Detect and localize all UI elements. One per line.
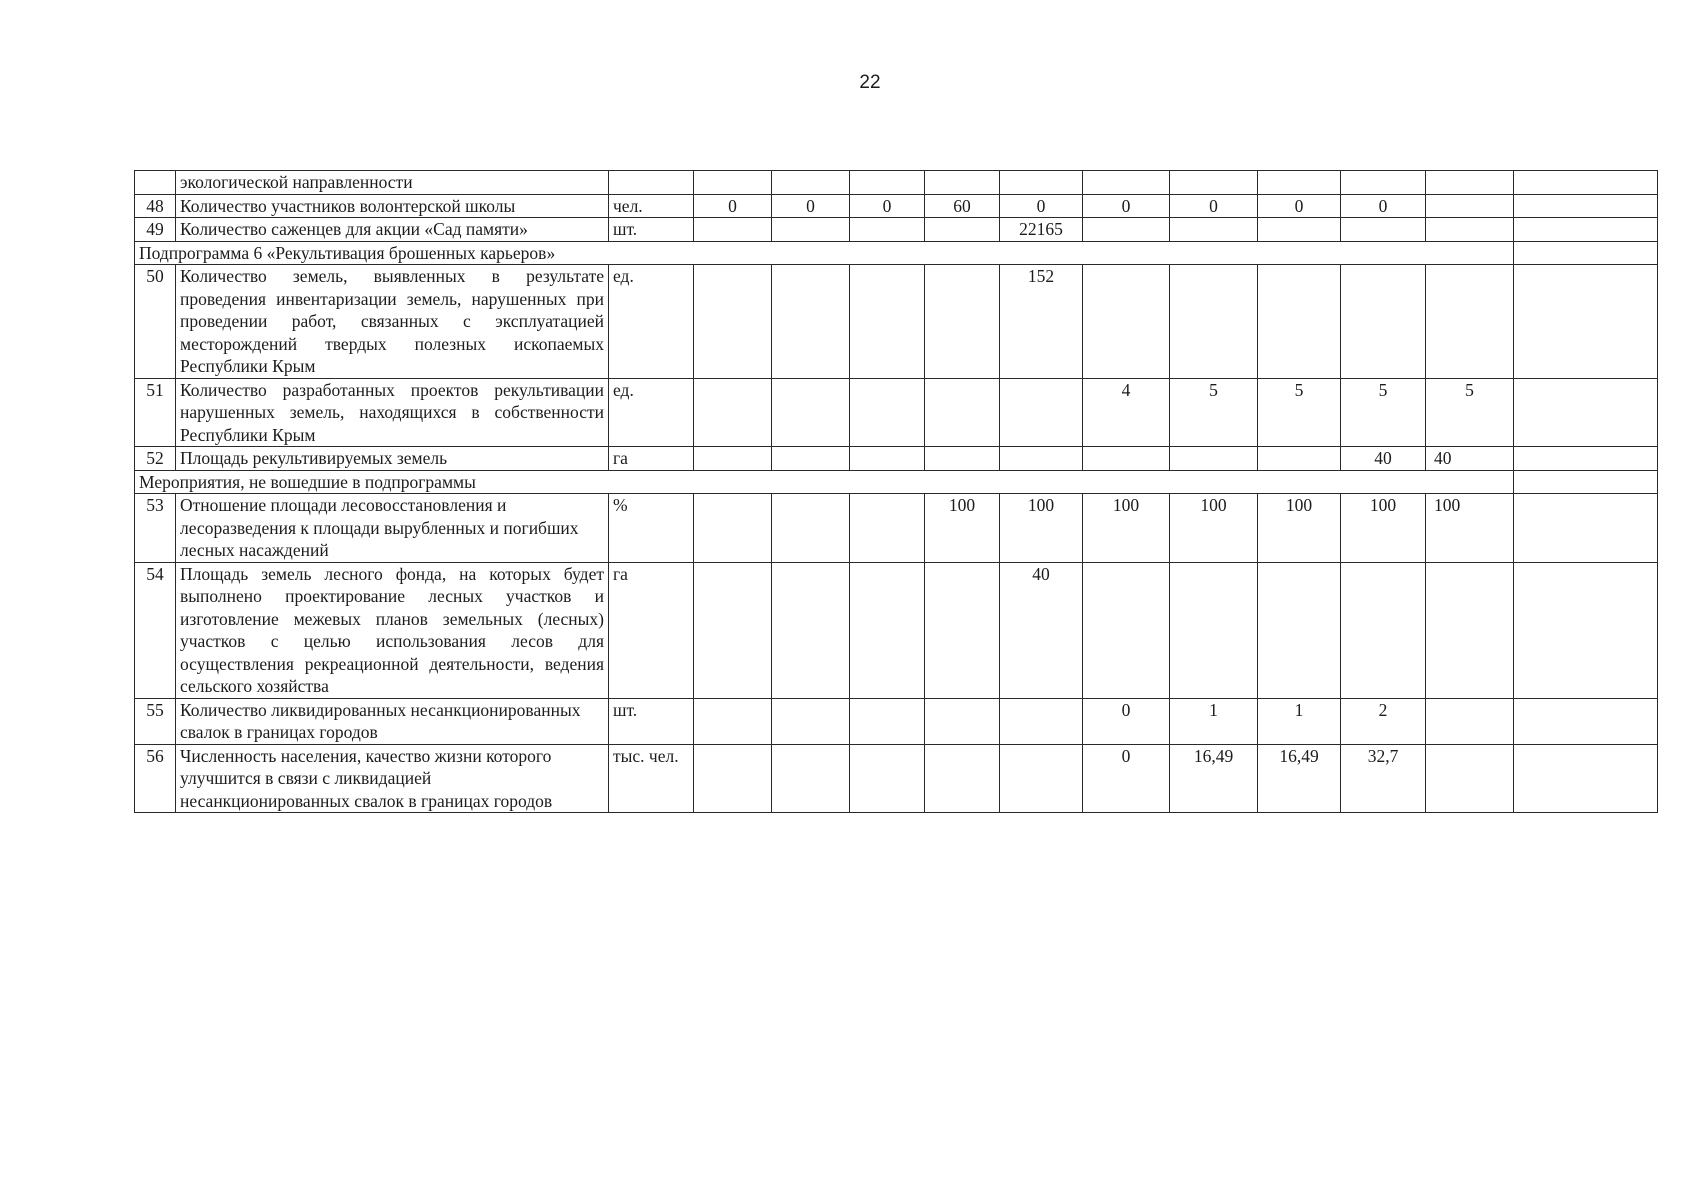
value-cell [925,265,1000,379]
indicator-name: Количество ликвидированных несанкционированных свалок в границах городов [176,698,609,744]
value-cell [694,744,772,813]
value-cell [850,562,925,698]
indicator-name: Количество участников волонтерской школы [176,194,609,218]
table-row [135,378,1658,447]
value-cell [1426,698,1514,744]
table-row [135,698,1658,744]
value-cell [925,378,1000,447]
value-cell: 0 [694,194,772,218]
value-cell [850,218,925,242]
value-cell: 16,49 [1170,744,1258,813]
row-number: 56 [135,744,176,813]
value-cell: 40 [1341,447,1426,471]
value-cell: 22165 [1000,218,1083,242]
table-row [135,194,1658,218]
table-row [135,265,1658,379]
value-cell [694,218,772,242]
indicator-name: Площадь земель лесного фонда, на которых будет выполнено проектирование лесных участков и изготовление межевых планов земельных (лесных) участков с целью использования лесов для осуществления рекреационной деятельности, ведения сельского хозяйства [176,562,609,698]
value-cell [1341,265,1426,379]
value-cell: 40 [1426,447,1514,471]
value-cell: 0 [772,194,850,218]
value-cell [1170,218,1258,242]
value-cell [925,562,1000,698]
value-cell [1170,447,1258,471]
table-section-row [135,241,1658,265]
indicator-name: Площадь рекультивируемых земель [176,447,609,471]
value-cell [1426,171,1514,195]
value-cell [1258,218,1341,242]
value-cell: 152 [1000,265,1083,379]
value-cell: 0 [1170,194,1258,218]
unit-cell: шт. [609,698,694,744]
value-cell [1083,265,1170,379]
value-cell: 5 [1426,378,1514,447]
indicator-name: экологической направленности [176,171,609,195]
value-cell [1083,218,1170,242]
value-cell [1000,171,1083,195]
table-row [135,494,1658,563]
unit-cell: шт. [609,218,694,242]
value-cell [1258,171,1341,195]
value-cell [1514,744,1658,813]
value-cell [850,447,925,471]
indicators-table [134,170,1658,813]
value-cell [1083,171,1170,195]
row-number [135,171,176,195]
section-code-cell [1514,241,1658,265]
value-cell: 0 [1083,698,1170,744]
unit-cell: % [609,494,694,563]
value-cell: 2 [1341,698,1426,744]
value-cell: 0 [1083,744,1170,813]
value-cell: 1 [1258,698,1341,744]
table-row [135,447,1658,471]
value-cell [925,744,1000,813]
value-cell [1426,265,1514,379]
value-cell [925,698,1000,744]
value-cell [694,378,772,447]
row-number: 49 [135,218,176,242]
value-cell [1170,171,1258,195]
value-cell: 5 [1170,378,1258,447]
value-cell: 40 [1000,562,1083,698]
row-number: 54 [135,562,176,698]
value-cell: 0 [1341,194,1426,218]
value-cell [1083,447,1170,471]
row-number: 50 [135,265,176,379]
value-cell: 32,7 [1341,744,1426,813]
value-cell [1000,447,1083,471]
value-cell [1426,744,1514,813]
value-cell: 16,49 [1258,744,1341,813]
value-cell [772,744,850,813]
row-number: 51 [135,378,176,447]
value-cell [694,562,772,698]
value-cell [1341,171,1426,195]
unit-cell: га [609,447,694,471]
value-cell [1514,171,1658,195]
value-cell [1000,378,1083,447]
value-cell [925,218,1000,242]
value-cell [694,171,772,195]
table-row [135,171,1658,195]
value-cell [1426,218,1514,242]
table-row [135,562,1658,698]
unit-cell: ед. [609,378,694,447]
value-cell: 0 [850,194,925,218]
table-row [135,218,1658,242]
indicator-name: Численность населения, качество жизни которого улучшится в связи с ликвидацией несанкционированных свалок в границах городов [176,744,609,813]
indicator-name: Количество саженцев для акции «Сад памяти» [176,218,609,242]
value-cell [1426,562,1514,698]
value-cell: 1 [1170,698,1258,744]
section-title: Мероприятия, не вошедшие в подпрограммы [135,470,1514,494]
value-cell: 100 [1258,494,1341,563]
value-cell [925,447,1000,471]
value-cell: 100 [1083,494,1170,563]
value-cell: 100 [925,494,1000,563]
row-number: 52 [135,447,176,471]
value-cell [1258,562,1341,698]
value-cell: 0 [1083,194,1170,218]
value-cell [1000,698,1083,744]
value-cell [1170,265,1258,379]
indicator-name: Количество разработанных проектов рекультивации нарушенных земель, находящихся в собственности Республики Крым [176,378,609,447]
row-number: 53 [135,494,176,563]
value-cell: 100 [1426,494,1514,563]
value-cell: 60 [925,194,1000,218]
indicator-name: Количество земель, выявленных в результате проведения инвентаризации земель, нарушенных при проведении работ, связанных с эксплуатацией месторождений твердых полезных ископаемых Республики Крым [176,265,609,379]
value-cell: 100 [1000,494,1083,563]
page-number: 22 [859,72,881,93]
value-cell [772,378,850,447]
value-cell [1258,265,1341,379]
value-cell [694,494,772,563]
value-cell [1258,447,1341,471]
value-cell: 0 [1258,194,1341,218]
value-cell [1170,562,1258,698]
unit-cell: га [609,562,694,698]
section-title: Подпрограмма 6 «Рекультивация брошенных карьеров» [135,241,1514,265]
value-cell: 100 [1341,494,1426,563]
value-cell [1341,218,1426,242]
value-cell [694,265,772,379]
value-cell: 4 [1083,378,1170,447]
value-cell [772,447,850,471]
table-row [135,744,1658,813]
value-cell [1514,378,1658,447]
value-cell [1083,562,1170,698]
value-cell [1514,562,1658,698]
value-cell [772,218,850,242]
value-cell [772,265,850,379]
value-cell [1000,744,1083,813]
value-cell: 0 [1000,194,1083,218]
value-cell [850,378,925,447]
indicator-name: Отношение площади лесовосстановления и лесоразведения к площади вырубленных и погибших лесных насаждений [176,494,609,563]
value-cell [1341,562,1426,698]
value-cell [1514,698,1658,744]
unit-cell: чел. [609,194,694,218]
value-cell [1514,194,1658,218]
value-cell [1426,194,1514,218]
row-number: 48 [135,194,176,218]
value-cell [772,698,850,744]
value-cell [772,562,850,698]
unit-cell: ед. [609,265,694,379]
value-cell [1514,447,1658,471]
value-cell [772,494,850,563]
value-cell [1514,265,1658,379]
unit-cell: тыс. чел. [609,744,694,813]
section-code-cell [1514,470,1658,494]
value-cell [1514,494,1658,563]
table-section-row [135,470,1658,494]
value-cell [694,698,772,744]
value-cell [850,698,925,744]
value-cell [1514,218,1658,242]
value-cell: 100 [1170,494,1258,563]
value-cell [694,447,772,471]
value-cell [850,744,925,813]
value-cell [772,171,850,195]
value-cell [850,265,925,379]
unit-cell [609,171,694,195]
row-number: 55 [135,698,176,744]
value-cell [925,171,1000,195]
value-cell [850,494,925,563]
value-cell: 5 [1258,378,1341,447]
value-cell: 5 [1341,378,1426,447]
value-cell [850,171,925,195]
